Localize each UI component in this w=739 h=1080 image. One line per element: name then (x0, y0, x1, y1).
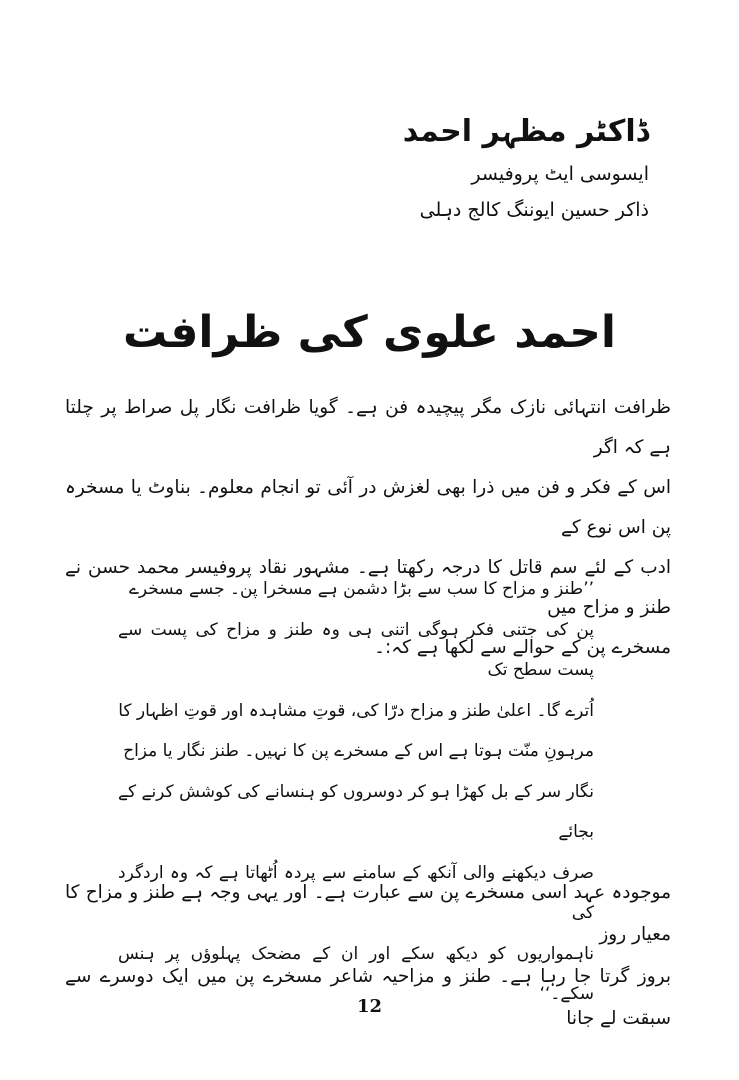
paragraph-line: اس کے فکر و فن میں ذرا بھی لغزش در آئی تو انجام معلوم۔ بناوٹ یا مسخرہ پن اس نوع کے (65, 477, 671, 538)
paragraph-line: ظرافت انتہائی نازک مگر پیچیدہ فن ہے۔ گویا ظرافت نگار پل صراط پر چلتا ہے کہ اگر (65, 397, 671, 458)
paragraph-line: بروز گرتا جا رہا ہے۔ طنز و مزاحیہ شاعر مسخرے پن میں ایک دوسرے سے سبقت لے جانا (65, 966, 671, 1029)
paragraph-line: موجودہ عہد اسی مسخرے پن سے عبارت ہے۔ اور یہی وجہ ہے طنز و مزاح کا معیار روز (65, 882, 671, 945)
quote-line: مرہونِ منّت ہوتا ہے اس کے مسخرے پن کا نہیں۔ طنز نگار یا مزاح (123, 741, 594, 761)
author-block (249, 108, 649, 228)
quote-line: ’’طنز و مزاح کا سب سے بڑا دشمن ہے مسخرا پن۔ جسے مسخرے (128, 579, 594, 599)
article-title: احمد علوی کی ظرافت (123, 307, 616, 358)
page-number: 12 (356, 996, 383, 1017)
paragraph-line: مسخرے پن کے حوالے سے لکھا ہے کہ:۔ (374, 637, 671, 658)
paragraph-line: ادب کے لئے سم قاتل کا درجہ رکھتا ہے۔ مشہور نقاد پروفیسر محمد حسن نے طنز و مزاح میں (65, 557, 671, 618)
quote-line: پن کی جتنی فکر ہوگی اتنی ہی وہ طنز و مزاح کی پست سے پست سطح تک (118, 619, 594, 680)
author-name: ڈاکٹر مظہر احمد (402, 114, 649, 149)
quote-line: ناہمواریوں کو دیکھ سکے اور ان کے مضحک پہلوؤں پر ہنس سکے۔‘‘ (118, 943, 594, 1004)
quote-line: اُترے گا۔ اعلیٰ طنز و مزاح درّا کی، قوتِ مشاہدہ اور قوتِ اظہار کا (118, 700, 594, 721)
author-institution: ذاکر حسین ایوننگ کالج دہلی (419, 199, 649, 221)
author-designation: ایسوسی ایٹ پروفیسر (471, 163, 649, 185)
quote-line: نگار سر کے بل کھڑا ہو کر دوسروں کو ہنسانے کی کوشش کرنے کے بجائے (118, 781, 594, 842)
quote-line: صرف دیکھنے والی آنکھ کے سامنے سے پردہ اُٹھاتا ہے کہ وہ اردگرد کی (118, 862, 594, 923)
